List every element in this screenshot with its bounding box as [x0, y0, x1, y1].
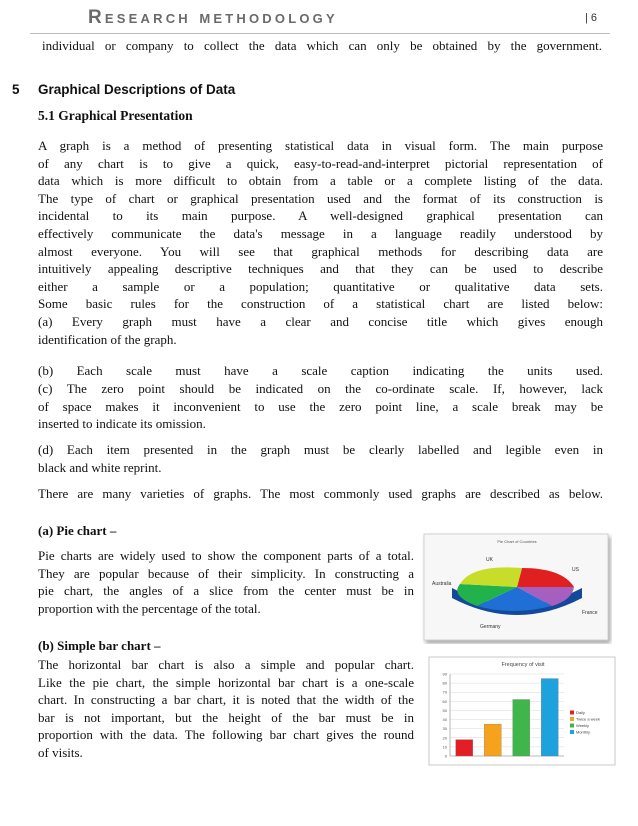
pie-label-uk: UK	[486, 557, 493, 563]
paragraph-line: (c) The zero point should be indicated on the co-ordinate scale. If, however, lack	[38, 381, 603, 396]
rule-b: (b) Each scale must have a scale caption indicating the units used.	[38, 363, 603, 378]
page-header	[0, 0, 638, 38]
y-tick-label: 40	[442, 717, 447, 723]
section-heading	[12, 82, 235, 97]
paragraph-line: Like the pie chart, the simple horizontal bar chart is a one-scale	[38, 674, 414, 690]
pie-label-australia: Australia	[432, 581, 452, 587]
header-divider	[30, 33, 610, 34]
paragraph-line: chart. In constructing a bar chart, it is noted that the width of the	[38, 692, 414, 708]
legend-swatch	[570, 711, 574, 715]
bar-chart-figure	[428, 656, 618, 773]
paragraph-line: of space makes it inconvenient to use the zero point line, a scale break may be	[38, 398, 603, 414]
bar-chart-description	[38, 656, 414, 762]
paragraph-line: almost everyone. You will see that graphical methods for describing data are	[38, 243, 603, 259]
paragraph-line: of any chart is to give a quick, easy-to-read-and-interpret pictorial representation of	[38, 155, 603, 171]
pie-label-france: France	[582, 610, 598, 616]
section-number: 5	[12, 82, 20, 97]
legend-label: Weekly	[576, 723, 590, 728]
pie-label-us: US	[572, 567, 579, 573]
paragraph-line: The type of chart or graphical presentation used and the format of its construction is	[38, 190, 603, 206]
pie-chart-heading: (a) Pie chart –	[38, 523, 117, 538]
y-tick-label: 10	[442, 744, 447, 750]
paragraph-line: identification of the graph.	[38, 331, 177, 347]
paragraph-line: inserted to indicate its omission.	[38, 416, 206, 432]
paragraph-line: Pie charts are widely used to show the component parts of a total.	[38, 548, 414, 563]
legend-swatch	[570, 724, 574, 728]
paragraph-line: A graph is a method of presenting statistical data in visual form. The main purpose	[38, 138, 603, 153]
page-number: | 6	[585, 12, 598, 24]
y-tick-label: 60	[442, 698, 447, 704]
paragraph-line: (a) Every graph must have a clear and concise title which gives enough	[38, 313, 603, 329]
bar-chart-heading: (b) Simple bar chart –	[38, 638, 161, 653]
paragraph-line: pie chart, the angles of a slice from the center must be in	[38, 583, 414, 599]
paragraph-line: proportion with the percentage of the total.	[38, 600, 261, 616]
y-tick-label: 30	[442, 726, 447, 732]
y-tick-label: 70	[442, 689, 447, 695]
paragraph-line: incidental to its main purpose. A well-designed graphical presentation can	[38, 208, 603, 224]
legend-label: Daily	[576, 710, 585, 715]
paragraph-line: proportion with the data. The following bar chart gives the round	[38, 727, 414, 743]
running-title: Research methodology	[88, 7, 338, 28]
paragraph-line: Some basic rules for the construction of a statistical chart are listed below:	[38, 296, 603, 312]
pie-label-germany: Germany	[480, 624, 501, 630]
pie-chart-figure	[422, 532, 612, 649]
bar-daily	[456, 740, 473, 756]
rule-d	[38, 441, 603, 476]
bar-twice-a-week	[484, 724, 501, 756]
pie-chart-description	[38, 547, 414, 617]
varieties-sentence: There are many varieties of graphs. The most commonly used graphs are described as below.	[38, 486, 603, 501]
pie-chart-title: Pie Chart of Countries	[497, 539, 537, 544]
y-tick-label: 90	[442, 671, 447, 677]
legend-swatch	[570, 717, 574, 721]
y-tick-label: 80	[442, 680, 447, 686]
paragraph-line: black and white reprint.	[38, 459, 162, 475]
pie-chart-svg	[422, 532, 612, 644]
paragraph-line: either a sample or a population; quantitative or qualitative data sets.	[38, 278, 603, 294]
paragraph-line: intuitively appealing descriptive techniques and that they can be used to describe	[38, 261, 603, 277]
paragraph-line: data which is more difficult to obtain from a table or a complete listing of the data.	[38, 173, 603, 189]
paragraph-line: The horizontal bar chart is also a simple and popular chart.	[38, 657, 414, 672]
y-tick-label: 50	[442, 707, 447, 713]
legend-label: Monthly	[576, 729, 591, 735]
legend-swatch	[570, 730, 574, 734]
y-tick-label: 20	[442, 735, 447, 741]
bar-chart-title: Frequency of visit	[501, 662, 545, 668]
legend-label: Twice a week	[576, 716, 601, 722]
paragraph-line: (d) Each item presented in the graph must be clearly labelled and legible even in	[38, 442, 603, 457]
rule-c	[38, 380, 603, 433]
paragraph-line: They are popular because of their simplicity. In constructing a	[38, 565, 414, 581]
intro-line: individual or company to collect the data which can only be obtained by the government.	[42, 38, 602, 53]
paragraph-line: effectively communicate the data's message in a language readily understood by	[38, 225, 603, 241]
paragraph-line: of visits.	[38, 744, 83, 760]
bar-chart-svg	[428, 656, 618, 768]
subsection-heading: 5.1 Graphical Presentation	[38, 108, 193, 123]
bar-monthly	[541, 679, 558, 756]
section-title: Graphical Descriptions of Data	[38, 82, 236, 97]
paragraph-line: bar is not important, but the height of the bar must be in	[38, 709, 414, 725]
bar-weekly	[513, 700, 530, 756]
main-paragraph	[38, 137, 603, 348]
y-tick-label: 0	[444, 753, 447, 759]
